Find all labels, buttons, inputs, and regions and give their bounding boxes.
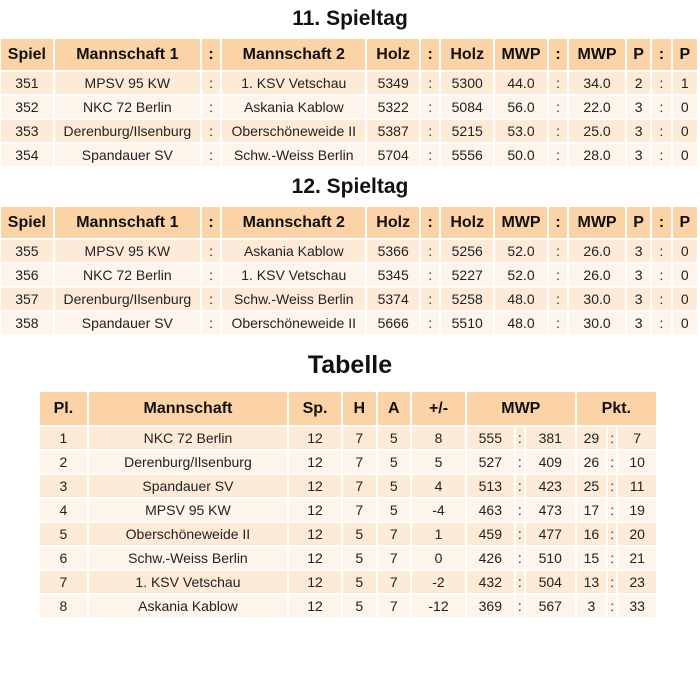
mwp-for: 459 bbox=[467, 523, 514, 545]
separator: : bbox=[202, 240, 220, 262]
away-count: 7 bbox=[378, 595, 411, 617]
team-name: Oberschöneweide II bbox=[89, 523, 287, 545]
separator: : bbox=[608, 595, 616, 617]
separator: : bbox=[608, 427, 616, 449]
home-pins: 5374 bbox=[367, 288, 419, 310]
separator: : bbox=[608, 499, 616, 521]
difference: -2 bbox=[412, 571, 465, 593]
away-points: 0 bbox=[673, 96, 697, 118]
points-for: 26 bbox=[577, 451, 606, 473]
col-header-mwp2: MWP bbox=[569, 39, 625, 70]
separator: : bbox=[549, 264, 567, 286]
away-pins: 5258 bbox=[441, 288, 493, 310]
games-played: 12 bbox=[289, 427, 341, 449]
place: 3 bbox=[40, 475, 87, 497]
team-name: Spandauer SV bbox=[89, 475, 287, 497]
table-row bbox=[1, 96, 697, 118]
difference: -4 bbox=[412, 499, 465, 521]
col-header-sep: : bbox=[202, 39, 220, 70]
separator: : bbox=[652, 288, 670, 310]
col-header-points1: P bbox=[627, 207, 650, 238]
away-mwp: 26.0 bbox=[569, 264, 625, 286]
place: 7 bbox=[40, 571, 87, 593]
points-against: 11 bbox=[618, 475, 656, 497]
col-header-played: Sp. bbox=[289, 392, 341, 425]
mwp-for: 369 bbox=[467, 595, 514, 617]
table-row bbox=[40, 451, 656, 473]
table-row bbox=[1, 312, 697, 334]
col-header-mwp: MWP bbox=[467, 392, 575, 425]
standings-title: Tabelle bbox=[307, 351, 393, 379]
mwp-for: 555 bbox=[467, 427, 514, 449]
mwp-for: 513 bbox=[467, 475, 514, 497]
difference: -12 bbox=[412, 595, 465, 617]
home-pins: 5322 bbox=[367, 96, 419, 118]
home-points: 3 bbox=[627, 96, 650, 118]
col-header-sep: : bbox=[202, 207, 220, 238]
away-mwp: 28.0 bbox=[569, 144, 625, 166]
col-header-mwp2: MWP bbox=[569, 207, 625, 238]
away-mwp: 30.0 bbox=[569, 288, 625, 310]
points-for: 29 bbox=[577, 427, 606, 449]
col-header-team: Mannschaft bbox=[89, 392, 287, 425]
separator: : bbox=[421, 72, 439, 94]
separator: : bbox=[652, 264, 670, 286]
home-pins: 5387 bbox=[367, 120, 419, 142]
games-played: 12 bbox=[289, 475, 341, 497]
separator: : bbox=[516, 595, 524, 617]
separator: : bbox=[516, 475, 524, 497]
separator: : bbox=[652, 120, 670, 142]
separator: : bbox=[549, 312, 567, 334]
separator: : bbox=[202, 96, 220, 118]
place: 2 bbox=[40, 451, 87, 473]
game-number: 355 bbox=[1, 240, 53, 262]
home-team: Derenburg/Ilsenburg bbox=[55, 288, 200, 310]
table-row bbox=[1, 288, 697, 310]
place: 1 bbox=[40, 427, 87, 449]
game-number: 352 bbox=[1, 96, 53, 118]
points-for: 17 bbox=[577, 499, 606, 521]
separator: : bbox=[421, 240, 439, 262]
separator: : bbox=[421, 264, 439, 286]
home-count: 7 bbox=[343, 427, 376, 449]
col-header-team1: Mannschaft 1 bbox=[55, 207, 200, 238]
away-count: 7 bbox=[378, 547, 411, 569]
away-count: 5 bbox=[378, 475, 411, 497]
game-number: 358 bbox=[1, 312, 53, 334]
away-pins: 5227 bbox=[441, 264, 493, 286]
home-points: 3 bbox=[627, 288, 650, 310]
home-mwp: 56.0 bbox=[495, 96, 547, 118]
table-row bbox=[40, 523, 656, 545]
col-header-sep: : bbox=[549, 207, 567, 238]
points-against: 7 bbox=[618, 427, 656, 449]
separator: : bbox=[608, 571, 616, 593]
away-mwp: 34.0 bbox=[569, 72, 625, 94]
matchday-title: 11. Spieltag bbox=[292, 7, 408, 30]
col-header-sep: : bbox=[549, 39, 567, 70]
home-mwp: 53.0 bbox=[495, 120, 547, 142]
away-points: 1 bbox=[673, 72, 697, 94]
matchday-11-table bbox=[0, 37, 699, 168]
team-name: 1. KSV Vetschau bbox=[89, 571, 287, 593]
separator: : bbox=[516, 427, 524, 449]
home-count: 7 bbox=[343, 499, 376, 521]
points-against: 10 bbox=[618, 451, 656, 473]
away-team: 1. KSV Vetschau bbox=[222, 264, 365, 286]
separator: : bbox=[652, 312, 670, 334]
matchday-12-table bbox=[0, 205, 699, 336]
mwp-against: 409 bbox=[526, 451, 575, 473]
col-header-team1: Mannschaft 1 bbox=[55, 39, 200, 70]
separator: : bbox=[652, 240, 670, 262]
game-number: 357 bbox=[1, 288, 53, 310]
standings-table bbox=[38, 390, 658, 619]
away-points: 0 bbox=[673, 144, 697, 166]
away-points: 0 bbox=[673, 264, 697, 286]
separator: : bbox=[202, 264, 220, 286]
away-pins: 5556 bbox=[441, 144, 493, 166]
home-team: NKC 72 Berlin bbox=[55, 264, 200, 286]
away-team: Schw.-Weiss Berlin bbox=[222, 288, 365, 310]
points-for: 16 bbox=[577, 523, 606, 545]
away-points: 0 bbox=[673, 312, 697, 334]
away-count: 5 bbox=[378, 427, 411, 449]
col-header-pins1: Holz bbox=[367, 207, 419, 238]
table-row bbox=[40, 547, 656, 569]
difference: 0 bbox=[412, 547, 465, 569]
col-header-team2: Mannschaft 2 bbox=[222, 207, 365, 238]
separator: : bbox=[421, 96, 439, 118]
mwp-against: 473 bbox=[526, 499, 575, 521]
separator: : bbox=[516, 547, 524, 569]
separator: : bbox=[652, 144, 670, 166]
difference: 4 bbox=[412, 475, 465, 497]
home-points: 3 bbox=[627, 312, 650, 334]
separator: : bbox=[421, 288, 439, 310]
points-for: 25 bbox=[577, 475, 606, 497]
table-row bbox=[40, 571, 656, 593]
away-mwp: 30.0 bbox=[569, 312, 625, 334]
game-number: 353 bbox=[1, 120, 53, 142]
games-played: 12 bbox=[289, 571, 341, 593]
separator: : bbox=[202, 144, 220, 166]
separator: : bbox=[608, 475, 616, 497]
place: 8 bbox=[40, 595, 87, 617]
difference: 1 bbox=[412, 523, 465, 545]
separator: : bbox=[202, 312, 220, 334]
col-header-pins1: Holz bbox=[367, 39, 419, 70]
place: 4 bbox=[40, 499, 87, 521]
away-points: 0 bbox=[673, 288, 697, 310]
away-points: 0 bbox=[673, 120, 697, 142]
col-header-mwp1: MWP bbox=[495, 39, 547, 70]
mwp-for: 426 bbox=[467, 547, 514, 569]
game-number: 356 bbox=[1, 264, 53, 286]
table-row bbox=[40, 475, 656, 497]
difference: 8 bbox=[412, 427, 465, 449]
away-pins: 5084 bbox=[441, 96, 493, 118]
team-name: Schw.-Weiss Berlin bbox=[89, 547, 287, 569]
home-count: 7 bbox=[343, 451, 376, 473]
away-pins: 5300 bbox=[441, 72, 493, 94]
away-mwp: 22.0 bbox=[569, 96, 625, 118]
col-header-game: Spiel bbox=[1, 39, 53, 70]
separator: : bbox=[652, 72, 670, 94]
home-count: 5 bbox=[343, 547, 376, 569]
home-team: Derenburg/Ilsenburg bbox=[55, 120, 200, 142]
home-pins: 5666 bbox=[367, 312, 419, 334]
mwp-against: 504 bbox=[526, 571, 575, 593]
table-header-row bbox=[1, 207, 697, 238]
mwp-for: 463 bbox=[467, 499, 514, 521]
separator: : bbox=[652, 96, 670, 118]
away-team: Askania Kablow bbox=[222, 240, 365, 262]
home-pins: 5704 bbox=[367, 144, 419, 166]
away-mwp: 25.0 bbox=[569, 120, 625, 142]
col-header-points: Pkt. bbox=[577, 392, 656, 425]
col-header-pins2: Holz bbox=[441, 207, 493, 238]
home-team: Spandauer SV bbox=[55, 312, 200, 334]
col-header-sep: : bbox=[652, 207, 670, 238]
home-mwp: 50.0 bbox=[495, 144, 547, 166]
col-header-team2: Mannschaft 2 bbox=[222, 39, 365, 70]
points-against: 20 bbox=[618, 523, 656, 545]
away-count: 7 bbox=[378, 523, 411, 545]
col-header-sep: : bbox=[421, 39, 439, 70]
separator: : bbox=[421, 312, 439, 334]
matchday-title: 12. Spieltag bbox=[291, 175, 409, 198]
team-name: MPSV 95 KW bbox=[89, 499, 287, 521]
mwp-against: 477 bbox=[526, 523, 575, 545]
points-against: 23 bbox=[618, 571, 656, 593]
separator: : bbox=[516, 523, 524, 545]
home-team: MPSV 95 KW bbox=[55, 240, 200, 262]
table-header-row bbox=[1, 39, 697, 70]
place: 6 bbox=[40, 547, 87, 569]
points-against: 33 bbox=[618, 595, 656, 617]
separator: : bbox=[549, 144, 567, 166]
games-played: 12 bbox=[289, 547, 341, 569]
col-header-place: Pl. bbox=[40, 392, 87, 425]
separator: : bbox=[202, 120, 220, 142]
home-points: 3 bbox=[627, 264, 650, 286]
home-team: Spandauer SV bbox=[55, 144, 200, 166]
home-pins: 5345 bbox=[367, 264, 419, 286]
mwp-against: 381 bbox=[526, 427, 575, 449]
mwp-for: 527 bbox=[467, 451, 514, 473]
home-points: 3 bbox=[627, 240, 650, 262]
home-mwp: 52.0 bbox=[495, 240, 547, 262]
col-header-diff: +/- bbox=[412, 392, 465, 425]
game-number: 354 bbox=[1, 144, 53, 166]
home-points: 2 bbox=[627, 72, 650, 94]
away-count: 5 bbox=[378, 499, 411, 521]
points-for: 3 bbox=[577, 595, 606, 617]
separator: : bbox=[549, 240, 567, 262]
col-header-game: Spiel bbox=[1, 207, 53, 238]
table-row bbox=[40, 427, 656, 449]
team-name: Derenburg/Ilsenburg bbox=[89, 451, 287, 473]
table-row bbox=[1, 240, 697, 262]
separator: : bbox=[421, 144, 439, 166]
home-pins: 5349 bbox=[367, 72, 419, 94]
games-played: 12 bbox=[289, 595, 341, 617]
table-header-row bbox=[40, 392, 656, 425]
away-team: Askania Kablow bbox=[222, 96, 365, 118]
separator: : bbox=[608, 547, 616, 569]
col-header-sep: : bbox=[652, 39, 670, 70]
table-row bbox=[40, 595, 656, 617]
away-team: Schw.-Weiss Berlin bbox=[222, 144, 365, 166]
mwp-against: 567 bbox=[526, 595, 575, 617]
separator: : bbox=[608, 451, 616, 473]
away-pins: 5256 bbox=[441, 240, 493, 262]
away-count: 7 bbox=[378, 571, 411, 593]
points-for: 15 bbox=[577, 547, 606, 569]
home-points: 3 bbox=[627, 120, 650, 142]
game-number: 351 bbox=[1, 72, 53, 94]
home-pins: 5366 bbox=[367, 240, 419, 262]
home-mwp: 44.0 bbox=[495, 72, 547, 94]
away-team: 1. KSV Vetschau bbox=[222, 72, 365, 94]
separator: : bbox=[549, 120, 567, 142]
table-row bbox=[1, 72, 697, 94]
home-mwp: 48.0 bbox=[495, 288, 547, 310]
separator: : bbox=[549, 288, 567, 310]
mwp-for: 432 bbox=[467, 571, 514, 593]
separator: : bbox=[202, 288, 220, 310]
separator: : bbox=[516, 571, 524, 593]
home-count: 5 bbox=[343, 523, 376, 545]
points-for: 13 bbox=[577, 571, 606, 593]
home-team: MPSV 95 KW bbox=[55, 72, 200, 94]
away-team: Oberschöneweide II bbox=[222, 120, 365, 142]
separator: : bbox=[202, 72, 220, 94]
mwp-against: 423 bbox=[526, 475, 575, 497]
away-team: Oberschöneweide II bbox=[222, 312, 365, 334]
table-row bbox=[1, 264, 697, 286]
away-count: 5 bbox=[378, 451, 411, 473]
home-mwp: 48.0 bbox=[495, 312, 547, 334]
col-header-home: H bbox=[343, 392, 376, 425]
col-header-points2: P bbox=[673, 39, 697, 70]
points-against: 19 bbox=[618, 499, 656, 521]
home-count: 5 bbox=[343, 595, 376, 617]
home-count: 5 bbox=[343, 571, 376, 593]
separator: : bbox=[549, 72, 567, 94]
team-name: Askania Kablow bbox=[89, 595, 287, 617]
home-team: NKC 72 Berlin bbox=[55, 96, 200, 118]
points-against: 21 bbox=[618, 547, 656, 569]
table-row bbox=[40, 499, 656, 521]
home-points: 3 bbox=[627, 144, 650, 166]
away-mwp: 26.0 bbox=[569, 240, 625, 262]
games-played: 12 bbox=[289, 499, 341, 521]
difference: 5 bbox=[412, 451, 465, 473]
col-header-away: A bbox=[378, 392, 411, 425]
table-row bbox=[1, 120, 697, 142]
col-header-sep: : bbox=[421, 207, 439, 238]
table-row bbox=[1, 144, 697, 166]
home-count: 7 bbox=[343, 475, 376, 497]
separator: : bbox=[516, 451, 524, 473]
away-pins: 5510 bbox=[441, 312, 493, 334]
separator: : bbox=[549, 96, 567, 118]
col-header-points1: P bbox=[627, 39, 650, 70]
col-header-points2: P bbox=[673, 207, 697, 238]
separator: : bbox=[516, 499, 524, 521]
team-name: NKC 72 Berlin bbox=[89, 427, 287, 449]
place: 5 bbox=[40, 523, 87, 545]
away-points: 0 bbox=[673, 240, 697, 262]
home-mwp: 52.0 bbox=[495, 264, 547, 286]
games-played: 12 bbox=[289, 451, 341, 473]
away-pins: 5215 bbox=[441, 120, 493, 142]
mwp-against: 510 bbox=[526, 547, 575, 569]
separator: : bbox=[608, 523, 616, 545]
col-header-pins2: Holz bbox=[441, 39, 493, 70]
separator: : bbox=[421, 120, 439, 142]
col-header-mwp1: MWP bbox=[495, 207, 547, 238]
games-played: 12 bbox=[289, 523, 341, 545]
